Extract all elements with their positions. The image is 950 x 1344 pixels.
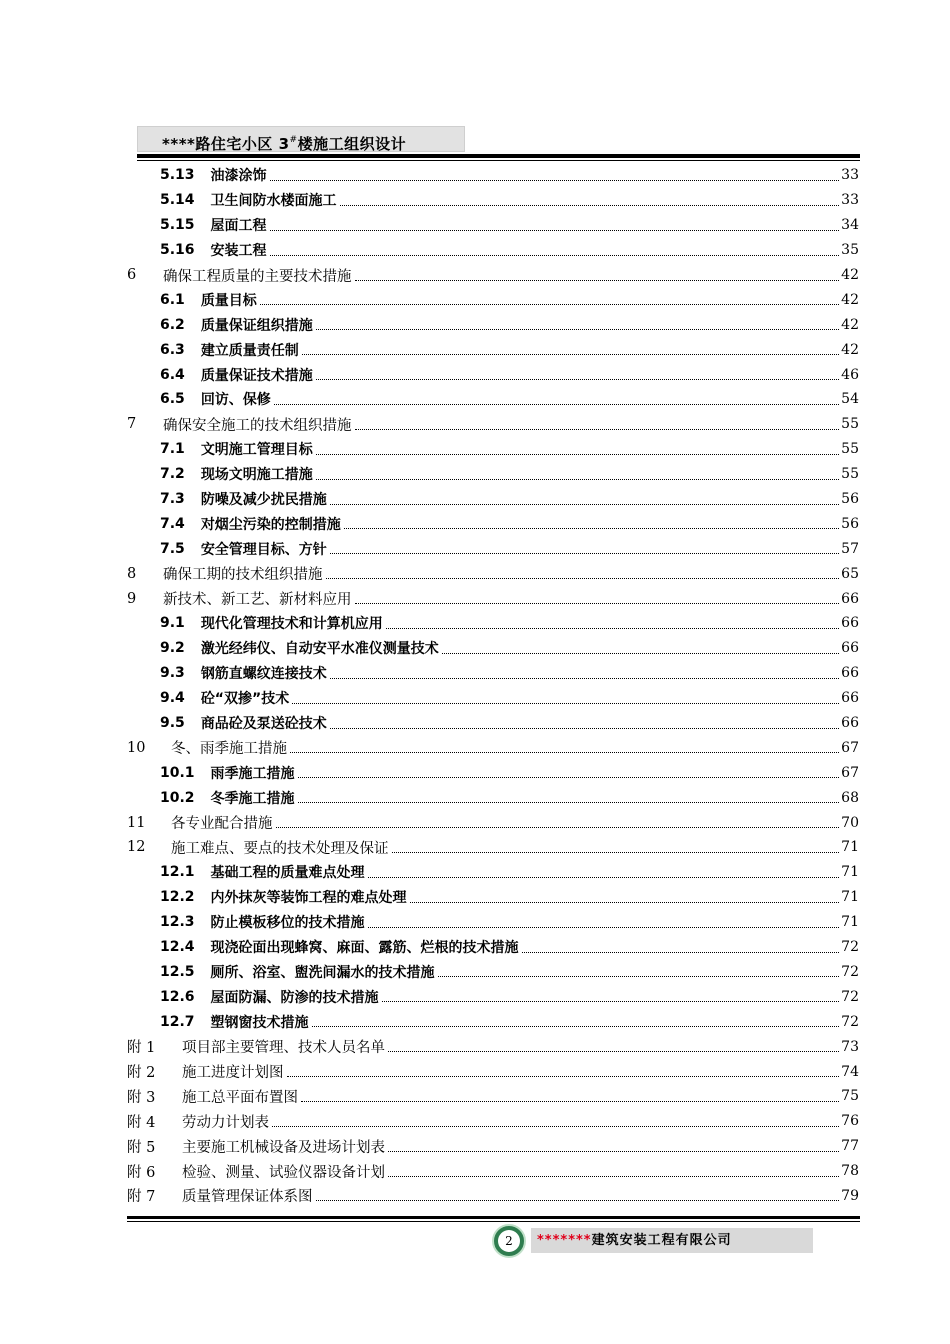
header-rule-thin [137, 160, 860, 161]
toc-title: 钢筋直螺纹连接技术 [200, 666, 327, 683]
toc-number: 12.5 [160, 963, 195, 980]
toc-number: 7.3 [160, 491, 185, 508]
toc-title: 安全管理目标、方针 [200, 541, 327, 558]
toc-page-number: 46 [841, 366, 859, 383]
toc-entry[interactable] [127, 960, 859, 985]
toc-number: 8 [127, 565, 137, 582]
toc-page-number: 78 [841, 1163, 859, 1180]
toc-leader-dots [388, 1176, 839, 1177]
toc-leader-dots [298, 802, 840, 803]
toc-page-number: 42 [841, 267, 859, 283]
toc-title: 对烟尘污染的控制措施 [200, 516, 341, 533]
toc-entry[interactable] [127, 163, 859, 188]
toc-page-number: 74 [841, 1063, 859, 1080]
toc-page-number: 56 [841, 491, 859, 508]
toc-leader-dots [270, 255, 840, 256]
toc-entry[interactable] [127, 661, 859, 686]
toc-leader-dots [392, 852, 840, 853]
toc-title: 质量保证技术措施 [200, 367, 313, 384]
toc-leader-dots [330, 728, 839, 729]
toc-leader-dots [270, 230, 840, 231]
toc-number: 6.2 [160, 316, 185, 333]
toc-page-number: 75 [841, 1088, 859, 1105]
toc-page-number: 42 [841, 316, 859, 333]
toc-number: 5.16 [160, 242, 195, 259]
toc-number: 7.4 [160, 515, 185, 532]
toc-page-number: 71 [841, 914, 859, 931]
toc-number: 12 [127, 839, 146, 856]
toc-entry[interactable] [127, 686, 859, 711]
toc-title: 质量保证组织措施 [200, 317, 313, 334]
header-rule-thick [137, 154, 860, 158]
toc-number: 9.1 [160, 615, 185, 632]
toc-page-number: 70 [841, 814, 859, 831]
toc-title: 检验、测量、试验仪器设备计划 [182, 1164, 385, 1181]
toc-title: 新技术、新工艺、新材料应用 [163, 592, 352, 609]
toc-entry[interactable] [127, 263, 859, 288]
toc-title: 施工进度计划图 [182, 1065, 284, 1081]
toc-number: 9.3 [160, 665, 185, 682]
toc-page-number: 72 [841, 1013, 859, 1030]
toc-number: 7.1 [160, 441, 185, 458]
toc-leader-dots [301, 1101, 839, 1102]
toc-page-number: 55 [841, 441, 859, 458]
toc-number: 9.4 [160, 690, 185, 707]
toc-number: 10.1 [160, 764, 195, 781]
toc-number: 10.2 [160, 789, 195, 806]
toc-leader-dots [276, 827, 840, 828]
toc-leader-dots [330, 553, 839, 554]
toc-title: 冬季施工措施 [210, 790, 295, 807]
toc-title: 确保工程质量的主要技术措施 [163, 268, 352, 285]
toc-entry[interactable] [127, 586, 859, 611]
toc-leader-dots [388, 1151, 839, 1152]
toc-title: 防噪及减少扰民措施 [200, 492, 327, 509]
toc-entry[interactable] [127, 1134, 859, 1159]
toc-entry[interactable] [127, 1159, 859, 1184]
toc-entry[interactable] [127, 711, 859, 736]
toc-page-number: 33 [841, 167, 859, 184]
toc-leader-dots [274, 404, 839, 405]
header-title-sup: # [289, 135, 298, 145]
toc-number: 附 6 [127, 1164, 156, 1181]
toc-leader-dots [355, 280, 840, 281]
toc-leader-dots [272, 1126, 839, 1127]
toc-page-number: 66 [841, 590, 859, 607]
toc-number: 12.7 [160, 1013, 195, 1030]
toc-leader-dots [292, 703, 839, 704]
toc-page-number: 66 [841, 715, 859, 732]
toc-number: 附 7 [127, 1189, 156, 1206]
toc-entry[interactable] [127, 536, 859, 561]
toc-entry[interactable] [127, 611, 859, 636]
toc-title: 各专业配合措施 [171, 816, 273, 833]
toc-leader-dots [410, 902, 840, 903]
toc-leader-dots [316, 479, 839, 480]
toc-page-number: 66 [841, 615, 859, 632]
toc-title: 现浇砼面出现蜂窝、麻面、露筋、烂根的技术措施 [210, 940, 519, 957]
toc-page-number: 67 [841, 739, 859, 756]
toc-title: 劳动力计划表 [182, 1114, 269, 1131]
toc-title: 回访、保修 [200, 392, 271, 409]
toc-page-number: 33 [841, 192, 859, 209]
company-name: 建筑安装工程有限公司 [591, 1233, 732, 1248]
toc-entry[interactable] [127, 810, 859, 835]
toc-leader-dots [260, 304, 839, 305]
toc-page-number: 72 [841, 939, 859, 956]
toc-leader-dots [388, 1051, 839, 1052]
toc-page-number: 68 [841, 789, 859, 806]
toc-page-number: 65 [841, 565, 859, 582]
toc-page-number: 42 [841, 341, 859, 358]
toc-page-number: 55 [841, 416, 859, 433]
toc-leader-dots [270, 180, 840, 181]
toc-entry[interactable] [127, 437, 859, 462]
toc-entry[interactable] [127, 1009, 859, 1034]
toc-entry[interactable] [127, 511, 859, 536]
toc-title: 内外抹灰等装饰工程的难点处理 [210, 890, 407, 907]
toc-leader-dots [382, 1001, 840, 1002]
toc-number: 6.1 [160, 291, 185, 308]
toc-entry[interactable] [127, 636, 859, 661]
toc-page-number: 77 [841, 1138, 859, 1155]
toc-entry[interactable] [127, 412, 859, 437]
toc-leader-dots [316, 379, 839, 380]
toc-title: 卫生间防水楼面施工 [210, 193, 337, 210]
toc-page-number: 54 [841, 391, 859, 408]
toc-number: 附 4 [127, 1114, 156, 1131]
toc-entry[interactable] [127, 760, 859, 785]
toc-title: 文明施工管理目标 [200, 442, 313, 459]
toc-entry[interactable] [127, 287, 859, 312]
toc-page-number: 71 [841, 889, 859, 906]
toc-leader-dots [316, 329, 839, 330]
toc-leader-dots [386, 628, 839, 629]
toc-title: 激光经纬仪、自动安平水准仪测量技术 [200, 641, 439, 658]
toc-entry[interactable] [127, 860, 859, 885]
toc-title: 屋面防漏、防渗的技术措施 [210, 989, 379, 1006]
toc-leader-dots [438, 976, 840, 977]
header-title-post: 楼施工组织设计 [297, 135, 407, 153]
toc-number: 12.2 [160, 889, 195, 906]
toc-leader-dots [302, 354, 839, 355]
toc-title: 施工总平面布置图 [182, 1089, 298, 1106]
toc-leader-dots [290, 752, 839, 753]
toc-entry[interactable] [127, 462, 859, 487]
toc-leader-dots [344, 528, 839, 529]
toc-leader-dots [298, 777, 840, 778]
header-title-pre: ****路住宅小区 3 [162, 135, 290, 153]
toc-number: 12.3 [160, 914, 195, 931]
toc-number: 6.5 [160, 391, 185, 408]
toc-entry[interactable] [127, 735, 859, 760]
page-number: 2 [498, 1230, 520, 1252]
toc-number: 9.5 [160, 715, 185, 732]
toc-title: 油漆涂饰 [210, 168, 267, 185]
toc-leader-dots [316, 454, 839, 455]
toc-leader-dots [368, 927, 840, 928]
toc-leader-dots [368, 877, 840, 878]
toc-number: 附 5 [127, 1139, 156, 1156]
toc-page-number: 42 [841, 291, 859, 308]
footer-rule-thin [127, 1221, 860, 1222]
toc-title: 确保安全施工的技术组织措施 [163, 417, 352, 434]
company-stars: ******* [537, 1233, 592, 1248]
toc-number: 5.15 [160, 217, 195, 234]
toc-leader-dots [355, 429, 840, 430]
toc-page-number: 72 [841, 988, 859, 1005]
toc-entry[interactable] [127, 1084, 859, 1109]
toc-page-number: 56 [841, 515, 859, 532]
footer-rule-thick [127, 1216, 860, 1219]
toc-title: 安装工程 [210, 243, 267, 260]
toc-page-number: 72 [841, 963, 859, 980]
toc-entry[interactable] [127, 213, 859, 238]
company-footer [531, 1228, 813, 1253]
toc-page-number: 67 [841, 764, 859, 781]
toc-title: 商品砼及泵送砼技术 [200, 716, 327, 733]
toc-number: 6.3 [160, 341, 185, 358]
toc-leader-dots [442, 653, 839, 654]
toc-leader-dots [522, 952, 840, 953]
toc-entry[interactable] [127, 785, 859, 810]
toc-entry[interactable] [127, 387, 859, 412]
toc-title: 质量目标 [200, 292, 257, 309]
toc-title: 现场文明施工措施 [200, 467, 313, 484]
toc-entry[interactable] [127, 984, 859, 1009]
toc-title: 现代化管理技术和计算机应用 [200, 616, 383, 633]
toc-page-number: 35 [841, 242, 859, 259]
toc-number: 9.2 [160, 640, 185, 657]
toc-entry[interactable] [127, 935, 859, 960]
toc-page-number: 55 [841, 466, 859, 483]
toc-entry[interactable] [127, 910, 859, 935]
toc-number: 6 [127, 267, 137, 283]
toc-page-number: 79 [841, 1187, 859, 1204]
toc-title: 雨季施工措施 [210, 765, 295, 782]
toc-leader-dots [340, 205, 840, 206]
toc-entry[interactable] [127, 1109, 859, 1134]
toc-number: 9 [127, 590, 137, 607]
toc-title: 施工难点、要点的技术处理及保证 [171, 840, 389, 857]
toc-leader-dots [355, 603, 840, 604]
toc-number: 11 [127, 814, 146, 831]
toc-leader-dots [287, 1076, 840, 1077]
toc-entry[interactable] [127, 312, 859, 337]
toc-page-number: 34 [841, 217, 859, 234]
toc-number: 10 [127, 739, 146, 756]
toc-title: 防止模板移位的技术措施 [210, 915, 365, 932]
toc-title: 砼“双掺”技术 [200, 691, 290, 708]
toc-number: 12.1 [160, 864, 195, 881]
toc-page-number: 73 [841, 1038, 859, 1055]
toc-leader-dots [326, 578, 840, 579]
toc-number: 附 2 [127, 1065, 156, 1081]
toc-number: 5.14 [160, 192, 195, 209]
toc-entry[interactable] [127, 188, 859, 213]
toc-title: 冬、雨季施工措施 [171, 741, 287, 758]
toc-title: 建立质量责任制 [200, 342, 299, 359]
toc-entry[interactable] [127, 487, 859, 512]
toc-entry[interactable] [127, 362, 859, 387]
toc-number: 7 [127, 416, 137, 433]
toc-number: 附 3 [127, 1089, 156, 1106]
toc-number: 附 1 [127, 1040, 156, 1057]
toc-entry[interactable] [127, 1059, 859, 1084]
toc-entry[interactable] [127, 561, 859, 586]
toc-entry[interactable] [127, 238, 859, 263]
toc-title: 屋面工程 [210, 218, 267, 235]
toc-page-number: 71 [841, 864, 859, 881]
toc-number: 12.4 [160, 939, 195, 956]
toc-title: 基础工程的质量难点处理 [210, 865, 365, 882]
toc-leader-dots [316, 1200, 840, 1201]
toc-entry[interactable] [127, 1034, 859, 1059]
toc-leader-dots [312, 1026, 840, 1027]
toc-title: 项目部主要管理、技术人员名单 [182, 1040, 385, 1057]
toc-entry[interactable] [127, 1184, 859, 1209]
toc-title: 确保工期的技术组织措施 [163, 567, 323, 584]
toc-number: 5.13 [160, 167, 195, 184]
toc-page-number: 76 [841, 1113, 859, 1130]
toc-entry[interactable] [127, 885, 859, 910]
toc-page-number: 71 [841, 839, 859, 856]
toc-page-number: 66 [841, 665, 859, 682]
toc-entry[interactable] [127, 337, 859, 362]
toc-title: 厕所、浴室、盥洗间漏水的技术措施 [210, 964, 435, 981]
toc-number: 12.6 [160, 988, 195, 1005]
toc-leader-dots [330, 504, 839, 505]
toc-page-number: 57 [841, 540, 859, 557]
toc-title: 主要施工机械设备及进场计划表 [182, 1139, 385, 1156]
table-of-contents [127, 163, 859, 1208]
toc-number: 7.2 [160, 466, 185, 483]
page-number-badge [492, 1224, 526, 1258]
toc-title: 塑钢窗技术措施 [210, 1014, 309, 1031]
toc-number: 6.4 [160, 366, 185, 383]
toc-page-number: 66 [841, 640, 859, 657]
toc-entry[interactable] [127, 835, 859, 860]
toc-title: 质量管理保证体系图 [182, 1189, 313, 1206]
toc-number: 7.5 [160, 540, 185, 557]
toc-leader-dots [330, 678, 839, 679]
running-header [137, 126, 465, 152]
toc-page-number: 66 [841, 690, 859, 707]
